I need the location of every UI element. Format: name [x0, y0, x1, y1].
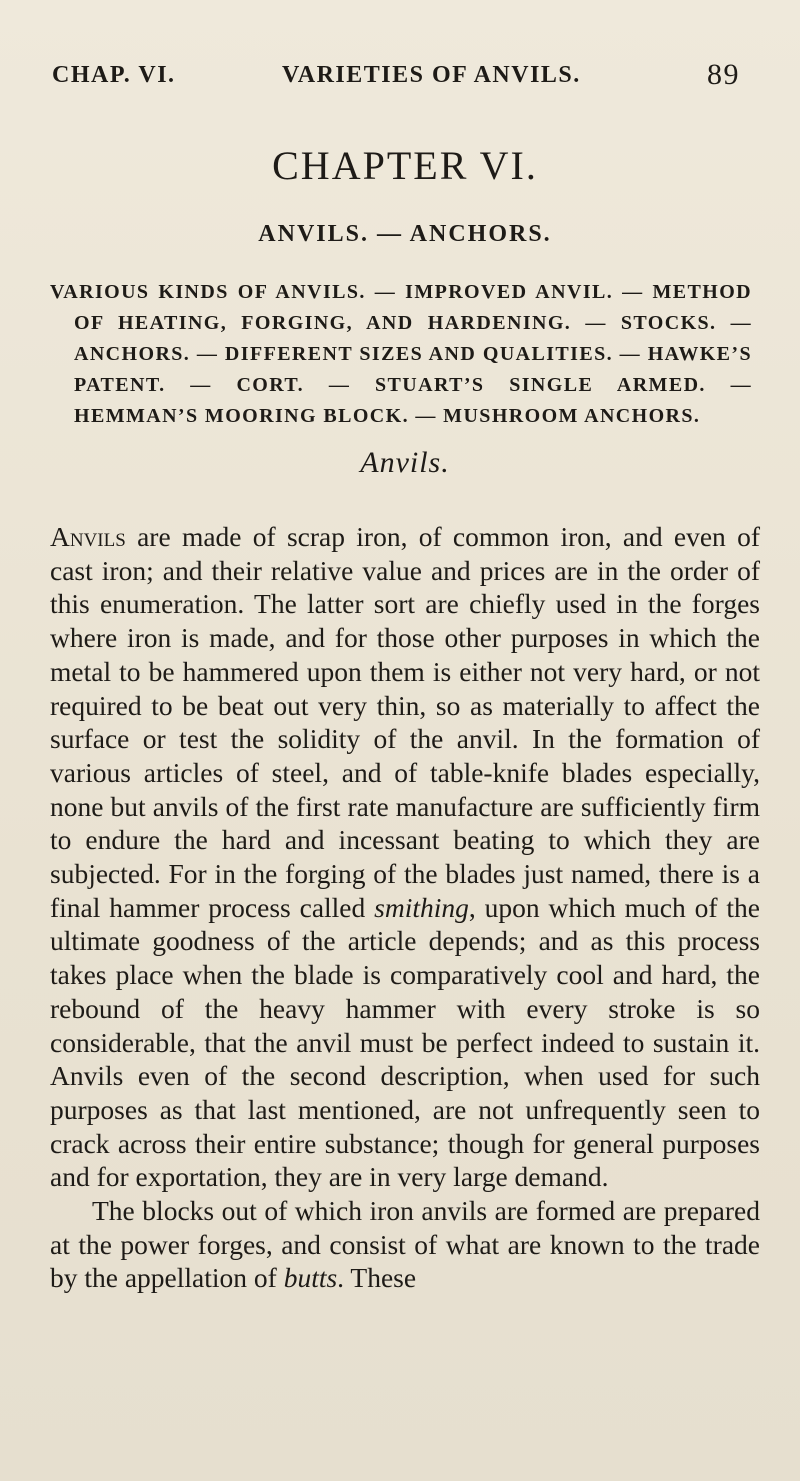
running-head [50, 50, 760, 90]
paragraph [50, 520, 760, 1194]
paragraph [50, 1194, 760, 1295]
chapter-title: CHAPTER VI. [272, 143, 538, 188]
paragraph-text: The blocks out of which iron anvils are formed are prepared at the power forges, and consist of what are known to the trade by the appellation of [50, 1195, 760, 1294]
section-title: Anvils. [360, 446, 450, 479]
paragraph-lead: Anvils [50, 521, 126, 552]
chapter-synopsis: VARIOUS KINDS OF ANVILS. — IMPROVED ANVIL. — METHOD OF HEATING, FORGING, AND HARDENING. — STOCKS. — ANCHORS. — DIFFERENT SIZES AND QUALITIES. — HAWKE’S PATENT. — CORT. — STUART’S SINGLE ARMED. — HEMMAN’S MOORING BLOCK. — MUSHROOM ANCHORS. [50, 281, 752, 427]
page-number: 89 [707, 58, 740, 91]
running-head-chapter: CHAP. VI. [52, 62, 176, 88]
running-head-title: VARIETIES OF ANVILS. [282, 62, 581, 88]
chapter-subtitle: ANVILS. — ANCHORS. [258, 221, 552, 247]
paragraph-text-after: . These [337, 1262, 417, 1294]
paragraph-italic: smithing [374, 891, 469, 923]
paragraph-text: are made of scrap iron, of common iron, and even of cast iron; and their relative value and prices are in the order of this enumeration. The latter sort are chiefly used in the forges where iron is made, and for those other purposes in which the metal to be hammered upon them is either not very hard, or not required to be beat out very thin, so as materially to affect the surface or test the solidity of the anvil. In the formation of various articles of steel, and of table-knife blades especially, none but anvils of the first rate manufacture are sufficiently firm to endure the hard and incessant beating to which they are subjected. For in the forging of the blades just named, there is a final hammer process called [50, 521, 760, 923]
paragraph-italic: butts [283, 1262, 338, 1294]
paragraph-text-after: , upon which much of the ultimate goodness of the article depends; and as this process takes place when the blade is comparatively cool and hard, the rebound of the heavy hammer with every stroke is so considerable, that the anvil must be perfect indeed to sustain it. Anvils even of the second description, when used for such purposes as that last mentioned, are not unfrequently seen to crack across their entire substance; though for general purposes and for exportation, they are in very large demand. [50, 891, 760, 1193]
body-text [50, 520, 760, 1295]
